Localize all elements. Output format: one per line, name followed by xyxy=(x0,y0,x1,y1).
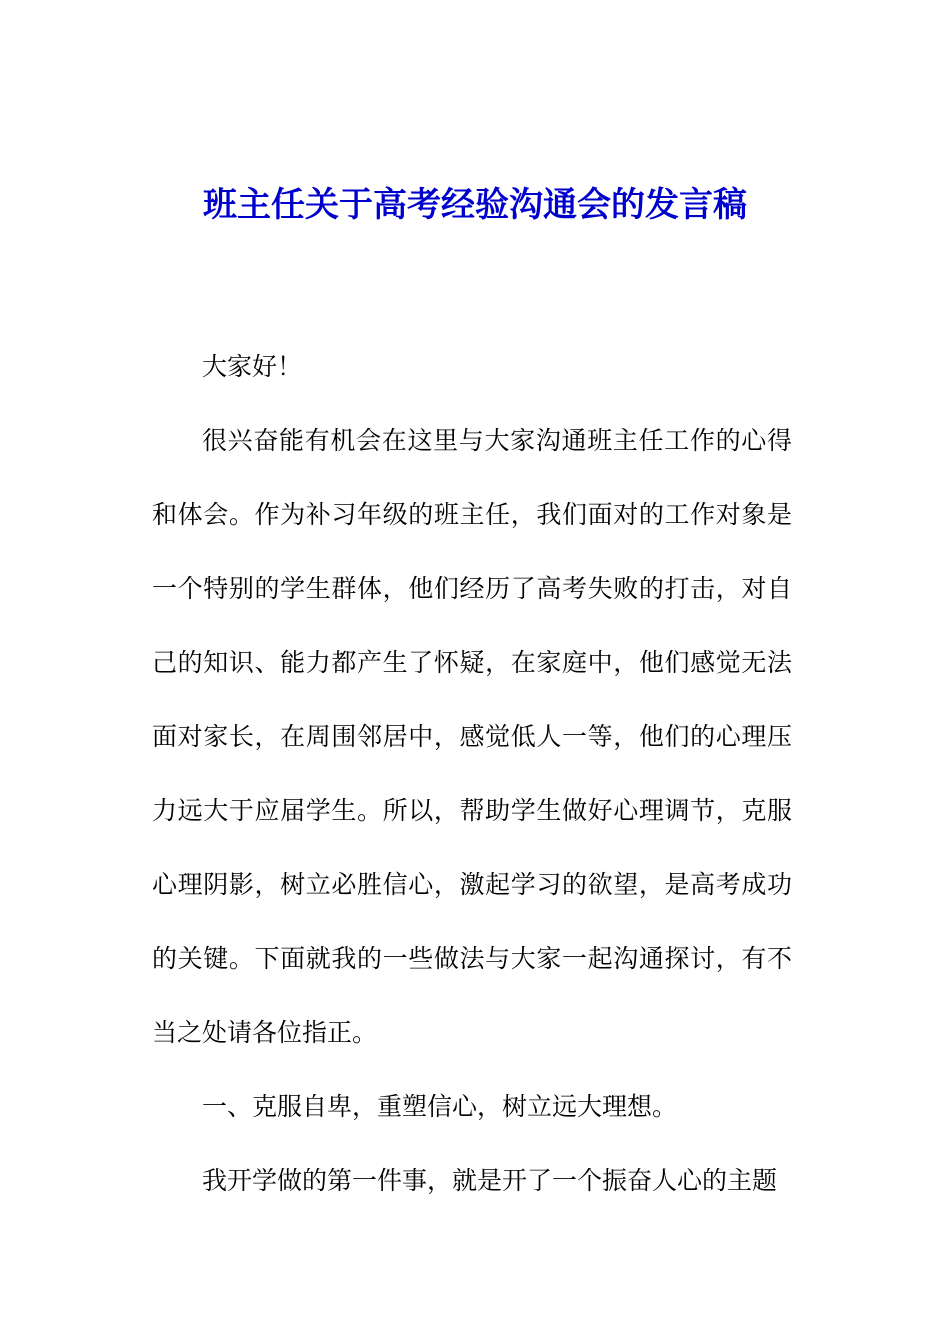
section-paragraph: 我开学做的第一件事，就是开了一个振奋人心的主题 xyxy=(202,1166,778,1195)
section-heading: 一、克服自卑，重塑信心，树立远大理想。 xyxy=(202,1092,678,1121)
document-title: 班主任关于高考经验沟通会的发言稿 xyxy=(203,185,747,225)
greeting-paragraph: 大家好！ xyxy=(202,352,303,381)
intro-paragraph: 很兴奋能有机会在这里与大家沟通班主任工作的心得和体会。作为补习年级的班主任，我们面对的工作对象是一个特别的学生群体，他们经历了高考失败的打击，对自己的知识、能力都产生了怀疑，在家庭中，他们感觉无法面对家长，在周围邻居中，感觉低人一等，他们的心理压力远大于应届学生。所以，帮助学生做好心理调节，克服心理阴影，树立必胜信心，激起学习的欲望，是高考成功的关键。下面就我的一些做法与大家一起沟通探讨，有不当之处请各位指正。 xyxy=(152,426,792,1047)
document-body xyxy=(152,330,792,1218)
